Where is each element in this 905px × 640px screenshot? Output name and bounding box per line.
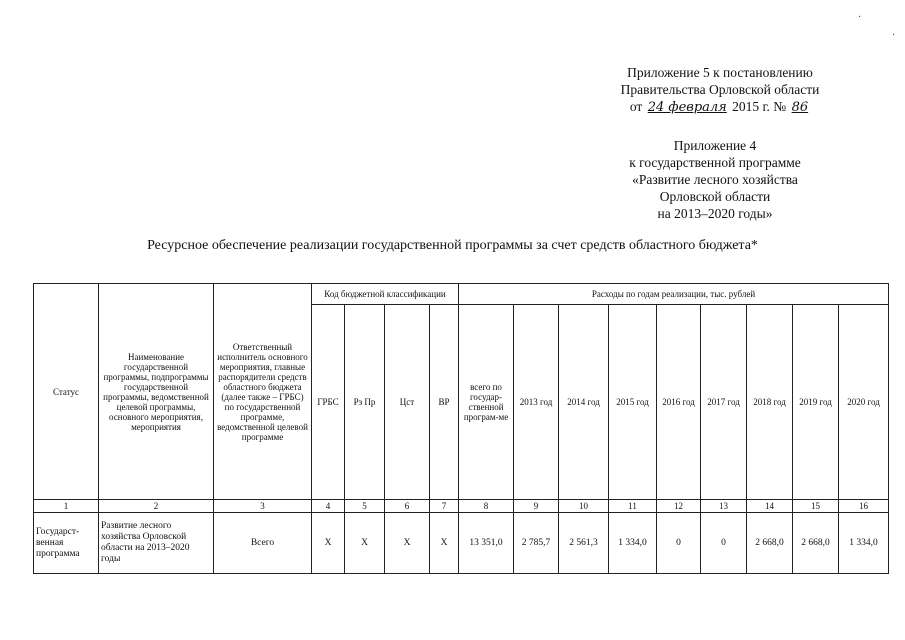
header-year-2014: 2014 год [559, 305, 609, 500]
column-number: 11 [609, 500, 657, 513]
document-title: Ресурсное обеспечение реализации государственной программы за счет средств областного бюджета* [147, 238, 758, 253]
column-number: 1 [34, 500, 99, 513]
column-number-row [34, 500, 889, 513]
header-vr: ВР [430, 305, 459, 500]
header-year-2017: 2017 год [701, 305, 747, 500]
header-grbs: ГРБС [312, 305, 345, 500]
cell-name: Развитие лесного хозяйства Орловской области на 2013–2020 годы [99, 513, 214, 574]
cell-2016: 0 [657, 513, 701, 574]
header-year-2018: 2018 год [747, 305, 793, 500]
appendix-5-header [585, 64, 855, 116]
header-cst: Цст [385, 305, 430, 500]
header-row-groups [34, 284, 889, 305]
cell-2017: 0 [701, 513, 747, 574]
header-responsible: Ответственный исполнитель основного мероприятия, главные распорядители средств областного бюджета (далее также – ГРБС) по государственной программе, ведомственной целевой программе [214, 284, 312, 500]
date-prefix: от [629, 99, 643, 114]
cell-total: 13 351,0 [459, 513, 514, 574]
cell-status: Государст-венная программа [34, 513, 99, 574]
column-number: 6 [385, 500, 430, 513]
appendix-4-line-3: «Развитие лесного хозяйства [632, 172, 798, 187]
cell-2019: 2 668,0 [793, 513, 839, 574]
appendix-4-line-4: Орловской области [659, 189, 771, 204]
column-number: 3 [214, 500, 312, 513]
column-number: 2 [99, 500, 214, 513]
header-year-2013: 2013 год [514, 305, 559, 500]
year-label: 2015 г. № [732, 99, 787, 114]
appendix-5-line-1: Приложение 5 к постановлению [627, 65, 813, 80]
header-status: Статус [34, 284, 99, 500]
column-number: 8 [459, 500, 514, 513]
cell-vr: Х [430, 513, 459, 574]
table-row [34, 513, 889, 574]
header-year-2016: 2016 год [657, 305, 701, 500]
cell-2014: 2 561,3 [559, 513, 609, 574]
header-year-2019: 2019 год [793, 305, 839, 500]
header-expenses: Расходы по годам реализации, тыс. рублей [459, 284, 889, 305]
cell-cst: Х [385, 513, 430, 574]
resource-table [33, 283, 889, 574]
column-number: 7 [430, 500, 459, 513]
scan-speck: · [892, 30, 896, 41]
column-number: 14 [747, 500, 793, 513]
scan-speck: · [858, 12, 862, 23]
appendix-4-line-5: на 2013–2020 годы» [657, 206, 773, 221]
column-number: 15 [793, 500, 839, 513]
column-number: 10 [559, 500, 609, 513]
handwritten-date: 24 февраля [647, 100, 727, 115]
column-number: 13 [701, 500, 747, 513]
column-number: 9 [514, 500, 559, 513]
cell-responsible: Всего [214, 513, 312, 574]
cell-2018: 2 668,0 [747, 513, 793, 574]
column-number: 5 [345, 500, 385, 513]
column-number: 16 [839, 500, 889, 513]
header-total: всего по государ-ственной програм-ме [459, 305, 514, 500]
column-number: 4 [312, 500, 345, 513]
cell-2013: 2 785,7 [514, 513, 559, 574]
appendix-5-line-3 [585, 98, 855, 116]
header-rzpr: Рз Пр [345, 305, 385, 500]
cell-rzpr: Х [345, 513, 385, 574]
handwritten-number: 86 [791, 100, 809, 115]
appendix-4-line-1: Приложение 4 [673, 138, 757, 153]
header-budget-code: Код бюджетной классификации [312, 284, 459, 305]
header-name: Наименование государственной программы, подпрограммы государственной программы, ведомственной целевой программы, основного мероприятия, мероприятия [99, 284, 214, 500]
cell-2015: 1 334,0 [609, 513, 657, 574]
header-year-2015: 2015 год [609, 305, 657, 500]
appendix-4-line-2: к государственной программе [629, 155, 801, 170]
cell-grbs: Х [312, 513, 345, 574]
appendix-4-header [595, 137, 835, 222]
appendix-5-line-2: Правительства Орловской области [620, 82, 820, 97]
header-year-2020: 2020 год [839, 305, 889, 500]
column-number: 12 [657, 500, 701, 513]
cell-2020: 1 334,0 [839, 513, 889, 574]
